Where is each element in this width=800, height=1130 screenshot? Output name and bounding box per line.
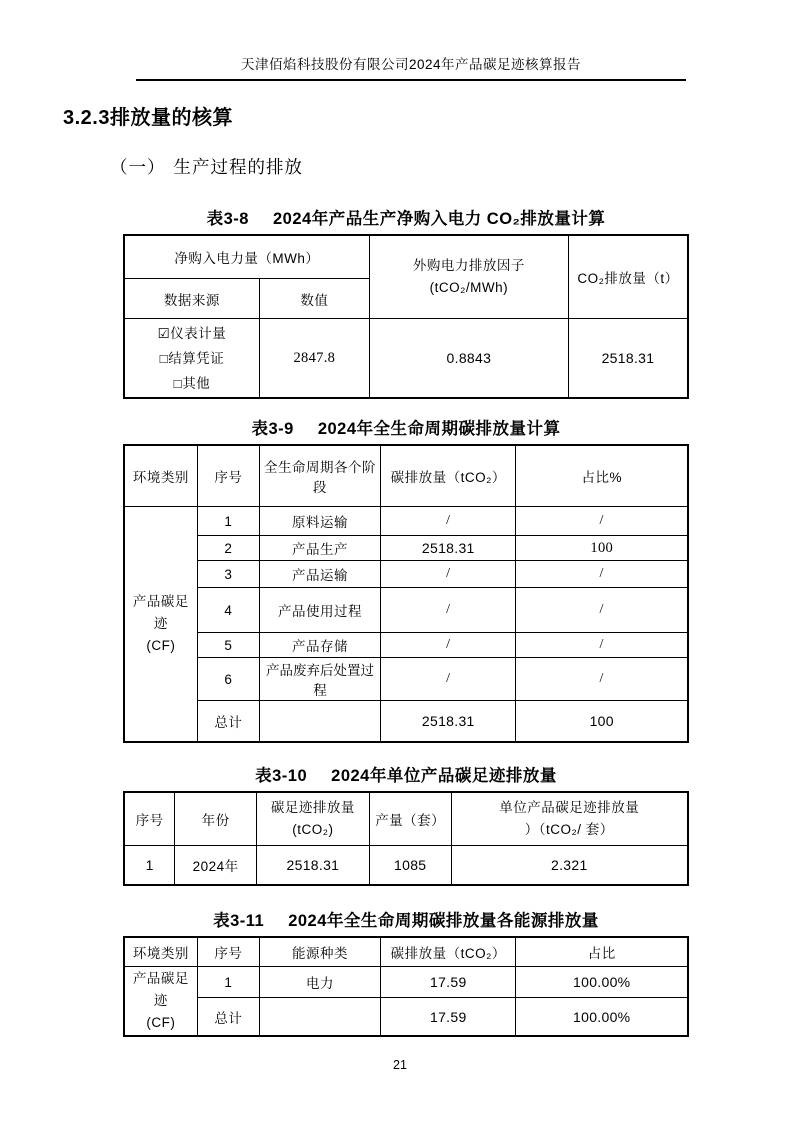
table-row <box>124 658 688 701</box>
document-header-title: 天津佰焰科技股份有限公司2024年产品碳足迹核算报告 <box>136 53 686 81</box>
header-value: 数值 <box>259 279 369 319</box>
table-3-10 <box>123 791 689 886</box>
cell-energy: 电力 <box>259 967 380 998</box>
cell-no: 1 <box>124 846 175 886</box>
cell-share: 100 <box>516 701 688 743</box>
cell-category <box>124 507 197 743</box>
cell-emission: 17.59 <box>381 967 516 998</box>
table-row <box>124 588 688 633</box>
page-number: 21 <box>393 1058 407 1072</box>
table-3-10-label: 表3-10 <box>255 767 308 785</box>
table-3-8-label: 表3-8 <box>206 210 249 228</box>
cell-emission-value: 2518.31 <box>568 319 688 399</box>
cell-year: 2024年 <box>175 846 257 886</box>
cell-share: / <box>516 658 688 701</box>
header-data-source: 数据来源 <box>124 279 259 319</box>
category-line2: (CF) <box>146 638 176 653</box>
subsection-title: 生产过程的排放 <box>173 157 303 177</box>
header-emission: 碳排放量（tCO₂） <box>381 937 516 967</box>
cell-emission: 17.59 <box>381 998 516 1036</box>
table-3-9 <box>123 444 689 743</box>
cell-stage: 产品生产 <box>259 536 380 561</box>
header-net-power: 净购入电力量（MWh） <box>124 235 369 279</box>
table-row <box>124 445 688 507</box>
header-stage: 全生命周期各个阶段 <box>259 445 380 507</box>
cell-no: 1 <box>197 967 259 998</box>
header-grid-factor-line1: 外购电力排放因子 <box>412 258 525 273</box>
table-row <box>124 536 688 561</box>
header-no: 序号 <box>197 937 259 967</box>
cell-factor-value: 0.8843 <box>369 319 568 399</box>
table-3-10-title <box>123 762 689 786</box>
source-option-metered: ☑仪表计量 <box>157 325 227 341</box>
cell-no: 1 <box>197 507 259 536</box>
header-unit-footprint-line1: 单位产品碳足迹排放量 <box>499 800 640 815</box>
cell-emission: 2518.31 <box>381 536 516 561</box>
header-category: 环境类别 <box>124 445 197 507</box>
table-3-11-label: 表3-11 <box>213 912 265 930</box>
table-row <box>124 235 688 279</box>
header-no: 序号 <box>124 792 175 846</box>
header-grid-factor-line2: (tCO₂/MWh) <box>429 280 509 295</box>
table-row <box>124 507 688 536</box>
cell-power-value: 2847.8 <box>259 319 369 399</box>
cell-category <box>124 967 197 1037</box>
cell-share: / <box>516 561 688 588</box>
header-output: 产量（套） <box>369 792 451 846</box>
header-emission: 碳排放量（tCO₂） <box>381 445 516 507</box>
cell-stage: 原料运输 <box>259 507 380 536</box>
category-line1: 产品碳足迹 <box>132 594 189 631</box>
header-share: 占比% <box>516 445 688 507</box>
cell-emission: / <box>381 507 516 536</box>
table-3-8-caption: 2024年产品生产净购入电力 CO₂排放量计算 <box>272 210 606 228</box>
table-row <box>124 846 688 886</box>
cell-share: / <box>516 507 688 536</box>
cell-share: 100.00% <box>516 967 688 998</box>
source-option-settlement: □结算凭证 <box>159 350 225 366</box>
table-row <box>124 967 688 998</box>
table-3-11-title <box>123 907 689 931</box>
cell-unit-footprint: 2.321 <box>451 846 688 886</box>
header-footprint-line2: (tCO₂) <box>292 822 334 837</box>
table-3-9-title <box>123 415 689 439</box>
header-unit-footprint-line2: ）（tCO₂/ 套） <box>524 822 614 837</box>
cell-share: / <box>516 633 688 658</box>
cell-data-source-options <box>124 319 259 399</box>
table-3-10-caption: 2024年单位产品碳足迹排放量 <box>331 767 557 785</box>
cell-energy <box>259 998 380 1036</box>
category-line2: (CF) <box>146 1015 176 1030</box>
cell-no: 5 <box>197 633 259 658</box>
cell-stage <box>259 701 380 743</box>
cell-footprint: 2518.31 <box>257 846 370 886</box>
cell-emission: / <box>381 588 516 633</box>
cell-total-label: 总计 <box>197 998 259 1036</box>
table-row <box>124 633 688 658</box>
cell-no: 3 <box>197 561 259 588</box>
cell-stage: 产品存储 <box>259 633 380 658</box>
header-footprint-line1: 碳足迹排放量 <box>270 800 355 815</box>
cell-stage: 产品废弃后处置过程 <box>259 658 380 701</box>
cell-stage: 产品使用过程 <box>259 588 380 633</box>
cell-emission: / <box>381 561 516 588</box>
cell-total-label: 总计 <box>197 701 259 743</box>
header-co2-emission: CO₂排放量（t） <box>568 235 688 319</box>
header-year: 年份 <box>175 792 257 846</box>
document-header <box>136 0 686 81</box>
table-row <box>124 998 688 1036</box>
cell-share: 100.00% <box>516 998 688 1036</box>
table-row <box>124 561 688 588</box>
header-footprint <box>257 792 370 846</box>
table-row <box>124 937 688 967</box>
table-3-9-caption: 2024年全生命周期碳排放量计算 <box>317 420 561 438</box>
source-option-other: □其他 <box>173 375 211 391</box>
table-row <box>124 701 688 743</box>
cell-emission: / <box>381 633 516 658</box>
category-line1: 产品碳足迹 <box>132 971 189 1008</box>
cell-stage: 产品运输 <box>259 561 380 588</box>
header-energy: 能源种类 <box>259 937 380 967</box>
table-3-11-caption: 2024年全生命周期碳排放量各能源排放量 <box>288 912 599 930</box>
section-heading: 3.2.3排放量的核算 <box>63 107 233 129</box>
header-category: 环境类别 <box>124 937 197 967</box>
cell-output: 1085 <box>369 846 451 886</box>
header-grid-factor <box>369 235 568 319</box>
tables-area <box>123 205 689 1037</box>
cell-share: / <box>516 588 688 633</box>
table-3-8-title <box>123 205 689 229</box>
subsection-marker: （一） <box>110 157 166 177</box>
header-unit-footprint <box>451 792 688 846</box>
table-row <box>124 319 688 399</box>
subsection-heading <box>110 154 800 179</box>
cell-no: 6 <box>197 658 259 701</box>
cell-emission: / <box>381 658 516 701</box>
header-share: 占比 <box>516 937 688 967</box>
cell-no: 4 <box>197 588 259 633</box>
header-index: 序号 <box>197 445 259 507</box>
table-3-9-label: 表3-9 <box>251 420 294 438</box>
cell-share: 100 <box>516 536 688 561</box>
cell-emission: 2518.31 <box>381 701 516 743</box>
cell-no: 2 <box>197 536 259 561</box>
table-3-8 <box>123 234 689 399</box>
table-row <box>124 792 688 846</box>
table-3-11 <box>123 936 689 1037</box>
